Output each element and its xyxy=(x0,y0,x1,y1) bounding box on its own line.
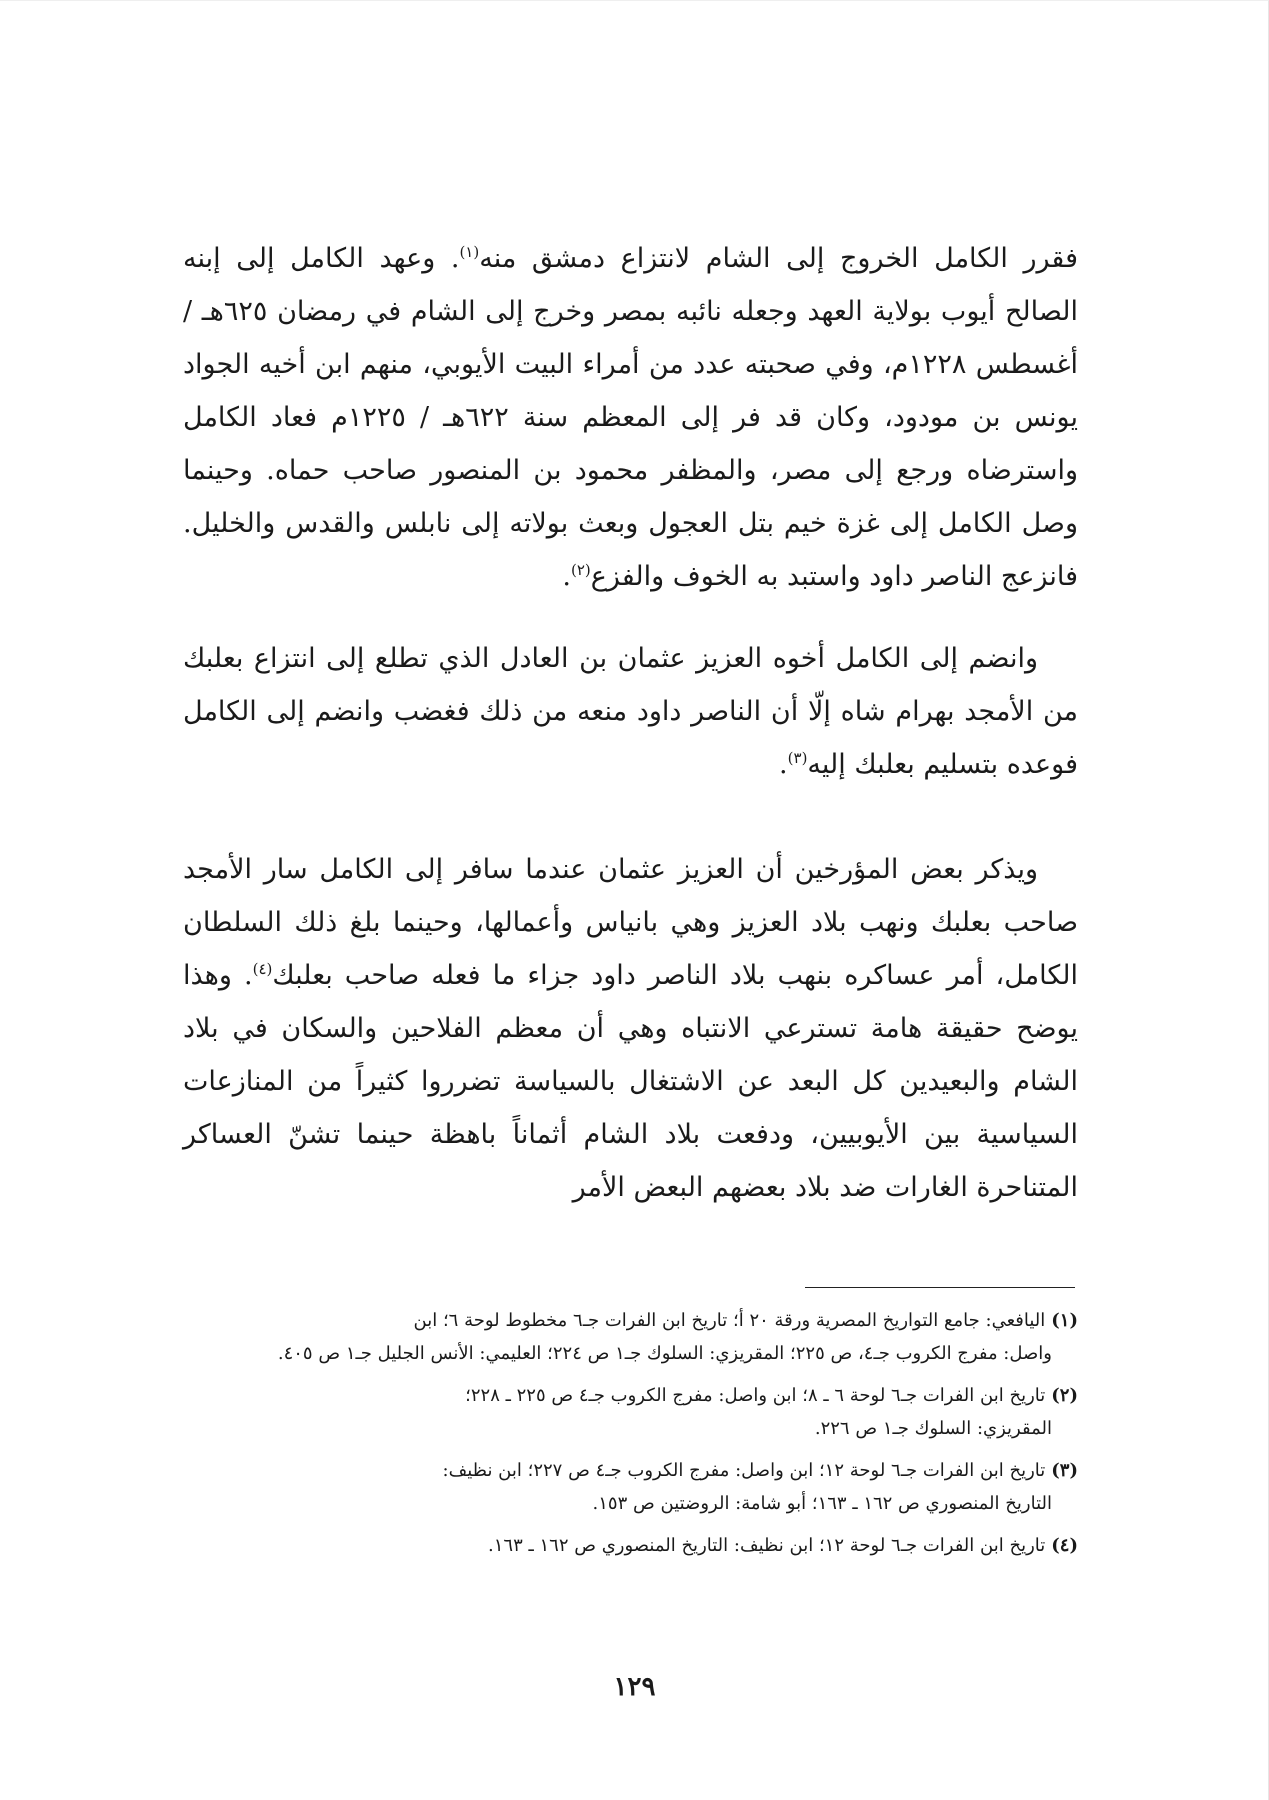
footnote-4 xyxy=(183,1529,1078,1562)
page-number: ١٢٩ xyxy=(613,1672,656,1702)
paragraph-text: فقرر الكامل الخروج إلى الشام لانتزاع دمشق منه xyxy=(479,243,1078,274)
footnote-number: (٣) xyxy=(1051,1460,1078,1481)
footnote-ref-4: (٤) xyxy=(252,960,273,978)
footnote-text: تاريخ ابن الفرات جـ٦ لوحة ١٢؛ ابن نظيف: التاريخ المنصوري ص ١٦٢ ـ ١٦٣. xyxy=(488,1535,1046,1556)
footnote-ref-2: (٢) xyxy=(570,561,591,579)
paragraph-text: . xyxy=(779,749,788,780)
footnote-text: اليافعي: جامع التواريخ المصرية ورقة ٢٠ أ؛ تاريخ ابن الفرات جـ٦ مخطوط لوحة ٦؛ ابن xyxy=(413,1310,1046,1331)
paragraph-text: . xyxy=(562,561,571,592)
body-paragraph-3 xyxy=(183,843,1078,1214)
footnote-2 xyxy=(183,1379,1078,1445)
footnote-text: التاريخ المنصوري ص ١٦٢ ـ ١٦٣؛ أبو شامة: الروضتين ص ١٥٣. xyxy=(592,1493,1052,1514)
footnote-text: تاريخ ابن الفرات جـ٦ لوحة ٦ ـ ٨؛ ابن واصل: مفرج الكروب جـ٤ ص ٢٢٥ ـ ٢٢٨؛ xyxy=(465,1385,1046,1406)
footnote-3 xyxy=(183,1454,1078,1520)
footnote-divider xyxy=(805,1287,1075,1288)
footnotes xyxy=(183,1304,1078,1571)
footnote-ref-3: (٣) xyxy=(787,749,808,767)
body-paragraph-2 xyxy=(183,632,1078,791)
footnote-number: (١) xyxy=(1051,1310,1078,1331)
footnote-1 xyxy=(183,1304,1078,1370)
footnote-text: المقريزي: السلوك جـ١ ص ٢٢٦. xyxy=(814,1418,1052,1439)
paragraph-text: . وهذا يوضح حقيقة هامة تسترعي الانتباه وهي أن معظم الفلاحين والسكان في بلاد الشام والبعيدين كل البعد عن الاشتغال بالسياسة تضرروا كثيراً من المنازعات السياسية بين الأيوبيين، ودفعت بلاد الشام أثماناً باهظة حينما تشنّ العساكر المتناحرة الغارات ضد بلاد بعضهم البعض الأمر xyxy=(183,960,1078,1203)
body-paragraph-1 xyxy=(183,232,1078,603)
footnote-ref-1: (١) xyxy=(459,243,480,261)
paragraph-text: وانضم إلى الكامل أخوه العزيز عثمان بن العادل الذي تطلع إلى انتزاع بعلبك من الأمجد بهرام شاه إلّا أن الناصر داود منعه من ذلك فغضب وانضم إلى الكامل فوعده بتسليم بعلبك إليه xyxy=(183,643,1078,780)
footnote-number: (٢) xyxy=(1051,1385,1078,1406)
paragraph-text: ويذكر بعض المؤرخين أن العزيز عثمان عندما سافر إلى الكامل سار الأمجد صاحب بعلبك ونهب بلاد العزيز وهي بانياس وأعمالها، وحينما بلغ ذلك السلطان الكامل، أمر عساكره بنهب بلاد الناصر داود جزاء ما فعله صاحب بعلبك xyxy=(183,854,1078,991)
footnote-text: واصل: مفرج الكروب جـ٤، ص ٢٢٥؛ المقريزي: السلوك جـ١ ص ٢٢٤؛ العليمي: الأنس الجليل جـ١ ص ٤٠٥. xyxy=(277,1343,1052,1364)
paragraph-text: . وعهد الكامل إلى إبنه الصالح أيوب بولاية العهد وجعله نائبه بمصر وخرج إلى الشام في رمضان ٦٢٥هـ / أغسطس ١٢٢٨م، وفي صحبته عدد من أمراء البيت الأيوبي، منهم ابن أخيه الجواد يونس بن مودود، وكان قد فر إلى المعظم سنة ٦٢٢هـ / ١٢٢٥م فعاد الكامل واسترضاه ورجع إلى مصر، والمظفر محمود بن المنصور صاحب حماه. وحينما وصل الكامل إلى غزة خيم بتل العجول وبعث بولاته إلى نابلس والقدس والخليل. فانزعج الناصر داود واستبد به الخوف والفزع xyxy=(183,243,1079,592)
footnote-text: تاريخ ابن الفرات جـ٦ لوحة ١٢؛ ابن واصل: مفرج الكروب جـ٤ ص ٢٢٧؛ ابن نظيف: xyxy=(442,1460,1046,1481)
footnote-number: (٤) xyxy=(1051,1535,1078,1556)
